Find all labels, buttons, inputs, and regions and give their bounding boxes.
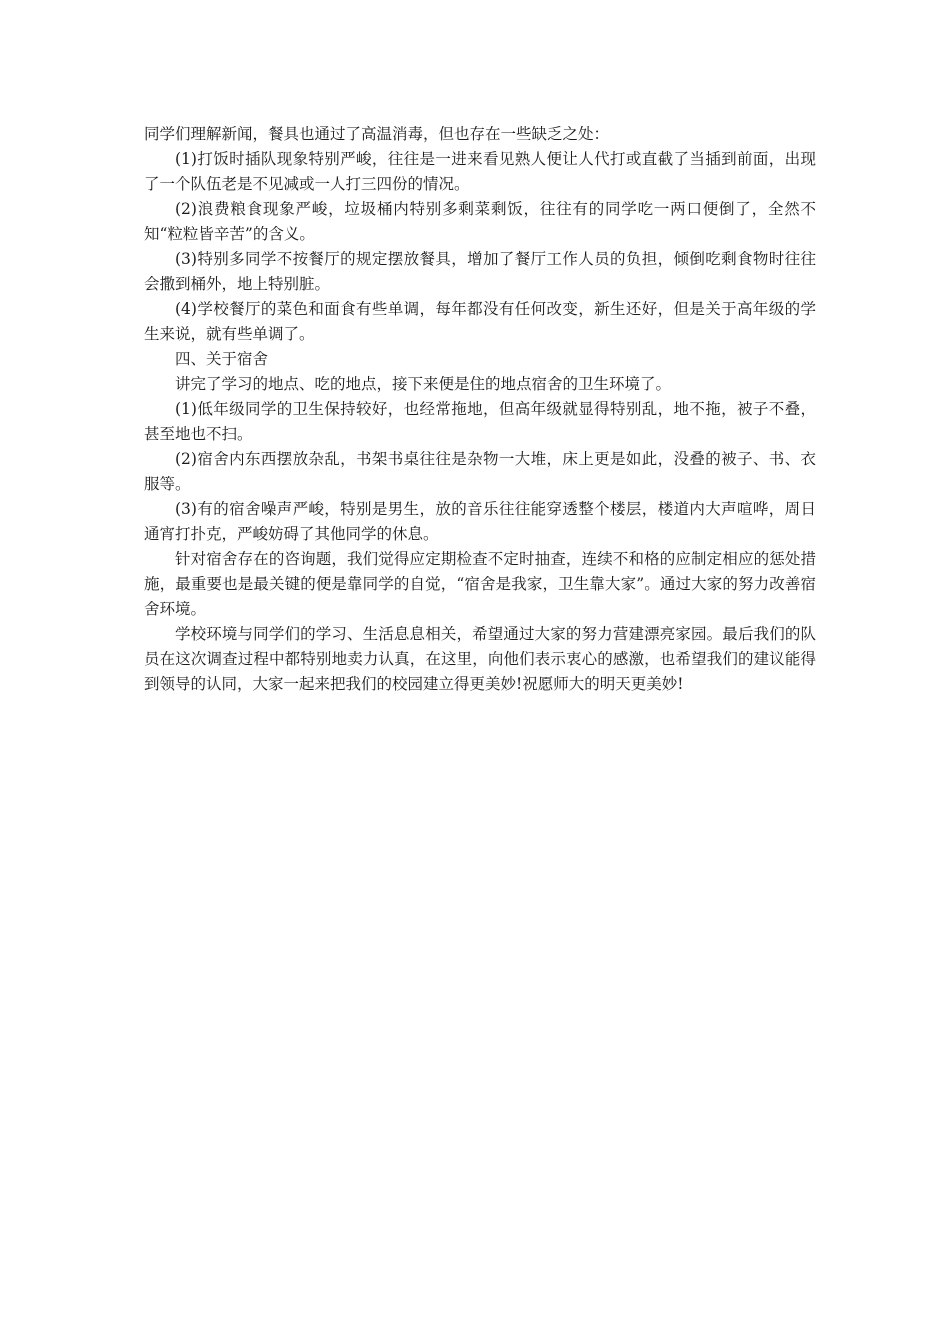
paragraph-dormitory-3: (3)有的宿舍噪声严峻，特别是男生，放的音乐往往能穿透整个楼层，楼道内大声喧哗，周日通宵打扑克，严峻妨碍了其他同学的休息。 [144, 500, 816, 543]
paragraph-canteen-1: (1)打饭时插队现象特别严峻，往往是一进来看见熟人便让人代打或直截了当插到前面，出现了一个队伍老是不见减或一人打三四份的情况。 [144, 150, 816, 193]
paragraph-conclusion: 学校环境与同学们的学习、生活息息相关，希望通过大家的努力营建漂亮家园。最后我们的队员在这次调查过程中都特别地卖力认真，在这里，向他们表示衷心的感激，也希望我们的建议能得到领导的认同，大家一起来把我们的校园建立得更美妙!祝愿师大的明天更美妙! [144, 625, 816, 693]
document-body [144, 122, 816, 697]
paragraph-dormitory-2: (2)宿舍内东西摆放杂乱，书架书桌往往是杂物一大堆，床上更是如此，没叠的被子、书、衣服等。 [144, 450, 816, 493]
section-heading-dormitory: 四、关于宿舍 [175, 350, 269, 368]
paragraph-dormitory-suggestion: 针对宿舍存在的咨询题，我们觉得应定期检查不定时抽查，连续不和格的应制定相应的惩处措施，最重要也是最关键的便是靠同学的自觉，“宿舍是我家，卫生靠大家”。通过大家的努力改善宿舍环境。 [144, 550, 816, 618]
paragraph-dormitory-intro: 讲完了学习的地点、吃的地点，接下来便是住的地点宿舍的卫生环境了。 [175, 375, 672, 393]
paragraph-dormitory-1: (1)低年级同学的卫生保持较好，也经常拖地，但高年级就显得特别乱，地不拖，被子不叠，甚至地也不扫。 [144, 400, 816, 443]
paragraph-canteen-2: (2)浪费粮食现象严峻，垃圾桶内特别多剩菜剩饭，往往有的同学吃一两口便倒了，全然不知“粒粒皆辛苦”的含义。 [144, 200, 816, 243]
paragraph-canteen-4: (4)学校餐厅的菜色和面食有些单调，每年都没有任何改变，新生还好，但是关于高年级的学生来说，就有些单调了。 [144, 300, 816, 343]
paragraph-intro: 同学们理解新闻，餐具也通过了高温消毒，但也存在一些缺乏之处： [144, 125, 610, 143]
paragraph-canteen-3: (3)特别多同学不按餐厅的规定摆放餐具，增加了餐厅工作人员的负担，倾倒吃剩食物时往往会撒到桶外，地上特别脏。 [144, 250, 816, 293]
